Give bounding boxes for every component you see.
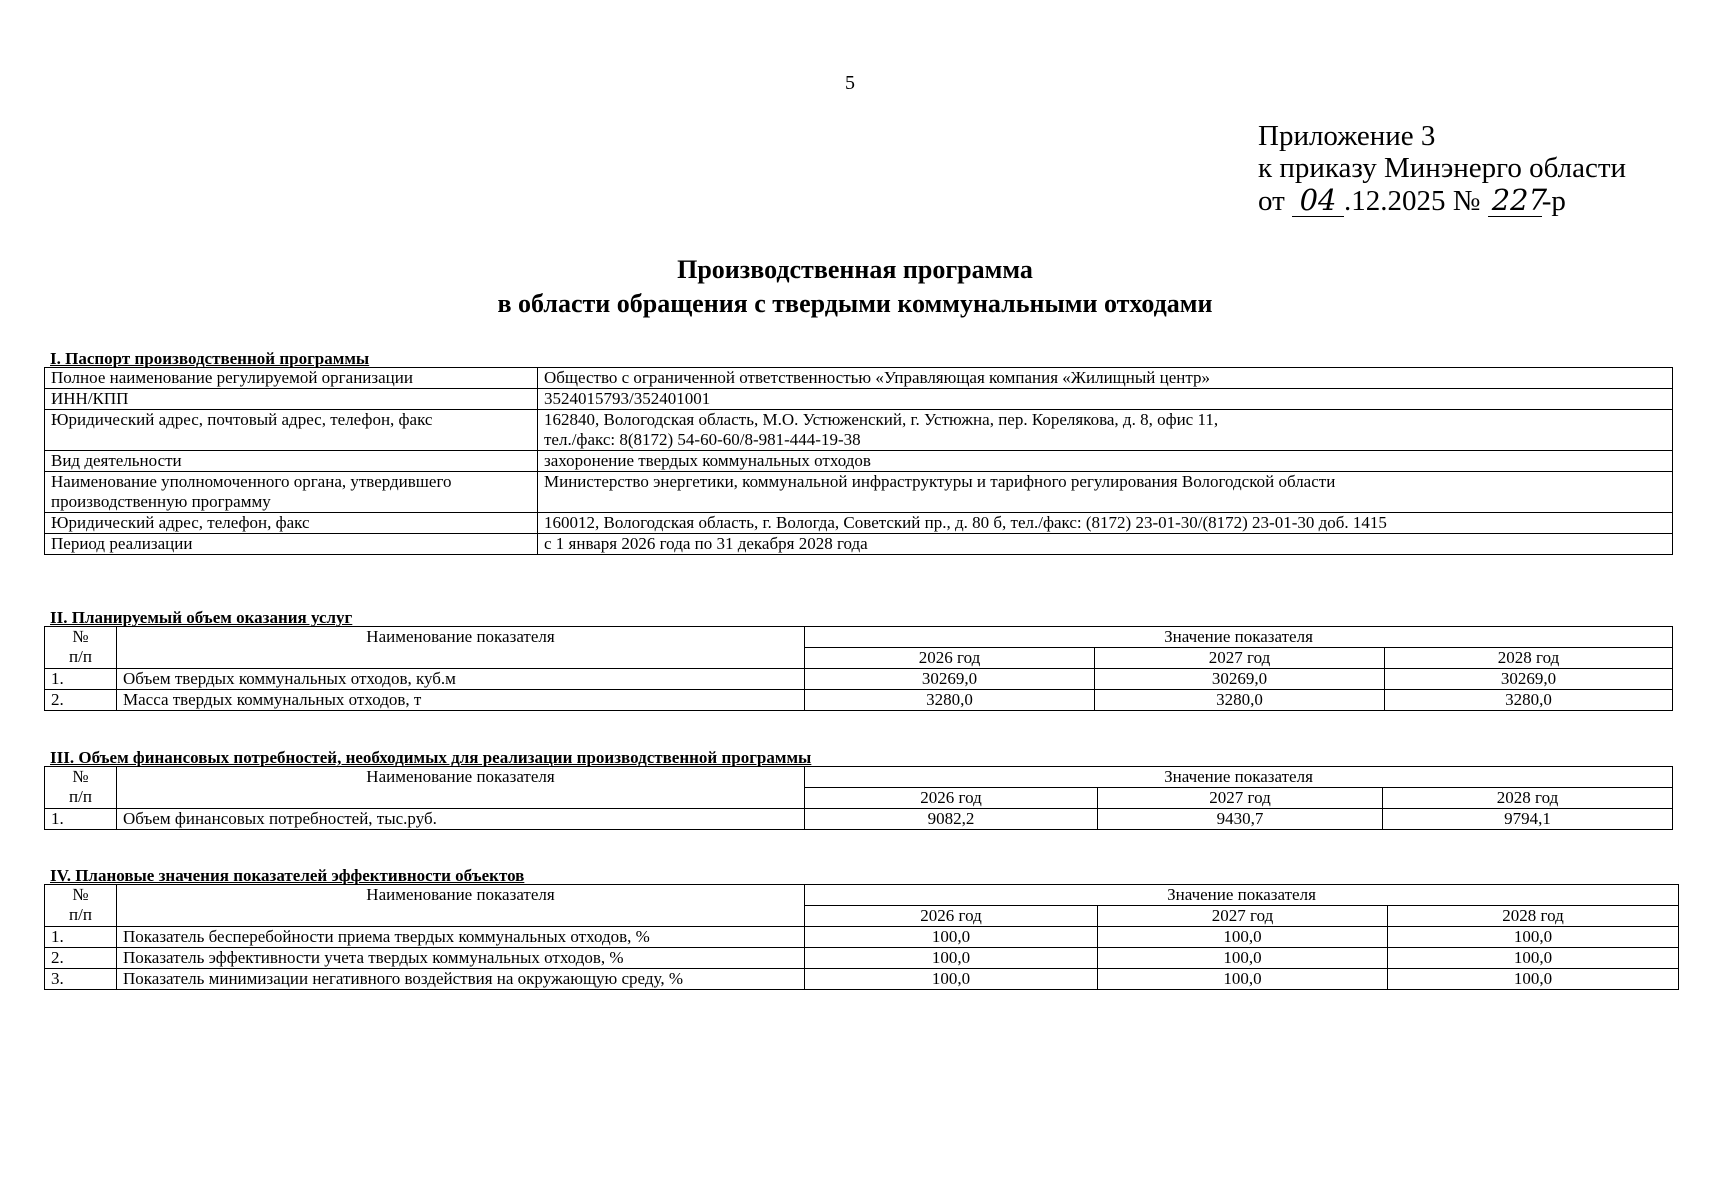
passport-value-line-2: тел./факс: 8(8172) 54-60-60/8-981-444-19-38	[544, 430, 861, 449]
table-row	[45, 472, 1673, 513]
year-header: 2027 год	[1098, 788, 1383, 809]
year-header: 2026 год	[805, 906, 1098, 927]
row-value: 100,0	[1098, 948, 1388, 969]
value-header: Значение показателя	[805, 627, 1673, 648]
row-value: 3280,0	[805, 690, 1095, 711]
page-number: 5	[845, 72, 855, 94]
passport-value	[538, 410, 1673, 451]
passport-label: Вид деятельности	[45, 451, 538, 472]
row-name: Показатель бесперебойности приема твердых коммунальных отходов, %	[117, 927, 805, 948]
header-row	[45, 885, 1679, 906]
row-value: 30269,0	[1385, 669, 1673, 690]
header-row	[45, 767, 1673, 788]
year-header: 2027 год	[1095, 648, 1385, 669]
table-row	[45, 410, 1673, 451]
passport-label: Период реализации	[45, 534, 538, 555]
services-heading: II. Планируемый объем оказания услуг	[50, 608, 353, 627]
row-value: 3280,0	[1095, 690, 1385, 711]
num-header-line-1: №	[72, 767, 89, 786]
passport-label: Юридический адрес, телефон, факс	[45, 513, 538, 534]
title-line-1: Производственная программа	[677, 255, 1033, 284]
passport-value: Министерство энергетики, коммунальной инфраструктуры и тарифного регулирования Вологодской области	[538, 472, 1673, 513]
row-number: 1.	[45, 927, 117, 948]
table-row	[45, 669, 1673, 690]
title-line-2: в области обращения с твердыми коммунальными отходами	[497, 289, 1213, 318]
row-value: 100,0	[805, 969, 1098, 990]
row-value: 100,0	[1388, 969, 1679, 990]
num-header-line-2: п/п	[69, 647, 92, 666]
table-row	[45, 927, 1679, 948]
table-row	[45, 809, 1673, 830]
year-header: 2026 год	[805, 788, 1098, 809]
table-row	[45, 534, 1673, 555]
document-title	[0, 253, 1710, 321]
num-header-line-2: п/п	[69, 905, 92, 924]
table-row	[45, 513, 1673, 534]
name-header: Наименование показателя	[117, 627, 805, 669]
row-name: Показатель эффективности учета твердых коммунальных отходов, %	[117, 948, 805, 969]
passport-heading: I. Паспорт производственной программы	[50, 349, 370, 368]
year-header: 2028 год	[1383, 788, 1673, 809]
year-header: 2026 год	[805, 648, 1095, 669]
row-value: 9430,7	[1098, 809, 1383, 830]
services-table	[44, 626, 1673, 711]
num-header	[45, 885, 117, 927]
appendix-line-2: к приказу Минэнерго области	[1258, 152, 1627, 184]
table-row	[45, 451, 1673, 472]
table-row	[45, 690, 1673, 711]
value-header: Значение показателя	[805, 885, 1679, 906]
passport-value: с 1 января 2026 года по 31 декабря 2028 года	[538, 534, 1673, 555]
row-value: 3280,0	[1385, 690, 1673, 711]
num-header	[45, 767, 117, 809]
passport-label-line-2: производственную программу	[51, 492, 271, 511]
passport-value-line-1: 162840, Вологодская область, М.О. Устюженский, г. Устюжна, пер. Корелякова, д. 8, офис 11,	[544, 410, 1219, 429]
efficiency-section	[44, 868, 1679, 990]
handwritten-day: 04	[1292, 184, 1344, 217]
name-header: Наименование показателя	[117, 767, 805, 809]
passport-value: захоронение твердых коммунальных отходов	[538, 451, 1673, 472]
passport-value: 3524015793/352401001	[538, 389, 1673, 410]
row-number: 1.	[45, 809, 117, 830]
year-header: 2027 год	[1098, 906, 1388, 927]
row-value: 9794,1	[1383, 809, 1673, 830]
row-value: 9082,2	[805, 809, 1098, 830]
row-value: 100,0	[805, 948, 1098, 969]
table-row	[45, 389, 1673, 410]
passport-label: ИНН/КПП	[45, 389, 538, 410]
name-header: Наименование показателя	[117, 885, 805, 927]
row-value: 30269,0	[1095, 669, 1385, 690]
passport-value: 160012, Вологодская область, г. Вологда, Советский пр., д. 80 б, тел./факс: (8172) 23-01-30/(8172) 23-01-30 доб. 1415	[538, 513, 1673, 534]
order-suffix: -р	[1541, 185, 1566, 217]
value-header: Значение показателя	[805, 767, 1673, 788]
efficiency-table	[44, 884, 1679, 990]
finance-heading: III. Объем финансовых потребностей, необходимых для реализации производственной программы	[50, 748, 812, 767]
row-number: 2.	[45, 948, 117, 969]
row-value: 100,0	[805, 927, 1098, 948]
row-name: Показатель минимизации негативного воздействия на окружающую среду, %	[117, 969, 805, 990]
row-value: 30269,0	[805, 669, 1095, 690]
row-number: 2.	[45, 690, 117, 711]
row-value: 100,0	[1388, 927, 1679, 948]
year-header: 2028 год	[1388, 906, 1679, 927]
services-section	[44, 610, 1673, 711]
row-value: 100,0	[1098, 927, 1388, 948]
row-number: 1.	[45, 669, 117, 690]
appendix-block	[1258, 120, 1626, 217]
date-prefix: от	[1258, 185, 1285, 217]
num-header	[45, 627, 117, 669]
num-header-line-2: п/п	[69, 787, 92, 806]
row-value: 100,0	[1388, 948, 1679, 969]
passport-label	[45, 472, 538, 513]
table-row	[45, 368, 1673, 389]
num-header-line-1: №	[72, 885, 89, 904]
row-value: 100,0	[1098, 969, 1388, 990]
finance-table	[44, 766, 1673, 830]
passport-value: Общество с ограниченной ответственностью «Управляющая компания «Жилищный центр»	[538, 368, 1673, 389]
passport-label-line-1: Наименование уполномоченного органа, утвердившего	[51, 472, 452, 491]
table-row	[45, 969, 1679, 990]
row-name: Объем финансовых потребностей, тыс.руб.	[117, 809, 805, 830]
num-header-line-1: №	[72, 627, 89, 646]
table-row	[45, 948, 1679, 969]
efficiency-heading: IV. Плановые значения показателей эффективности объектов	[50, 866, 525, 885]
appendix-line-1: Приложение 3	[1258, 120, 1436, 152]
row-number: 3.	[45, 969, 117, 990]
passport-label: Полное наименование регулируемой организации	[45, 368, 538, 389]
handwritten-order-number: 227	[1488, 184, 1542, 217]
passport-label: Юридический адрес, почтовый адрес, телефон, факс	[45, 410, 538, 451]
finance-section	[44, 750, 1673, 830]
appendix-date-line	[1258, 184, 1626, 217]
header-row	[45, 627, 1673, 648]
passport-table	[44, 367, 1673, 555]
year-header: 2028 год	[1385, 648, 1673, 669]
passport-section	[44, 351, 1673, 555]
date-rest: .12.2025 №	[1344, 185, 1481, 217]
row-name: Объем твердых коммунальных отходов, куб.м	[117, 669, 805, 690]
row-name: Масса твердых коммунальных отходов, т	[117, 690, 805, 711]
